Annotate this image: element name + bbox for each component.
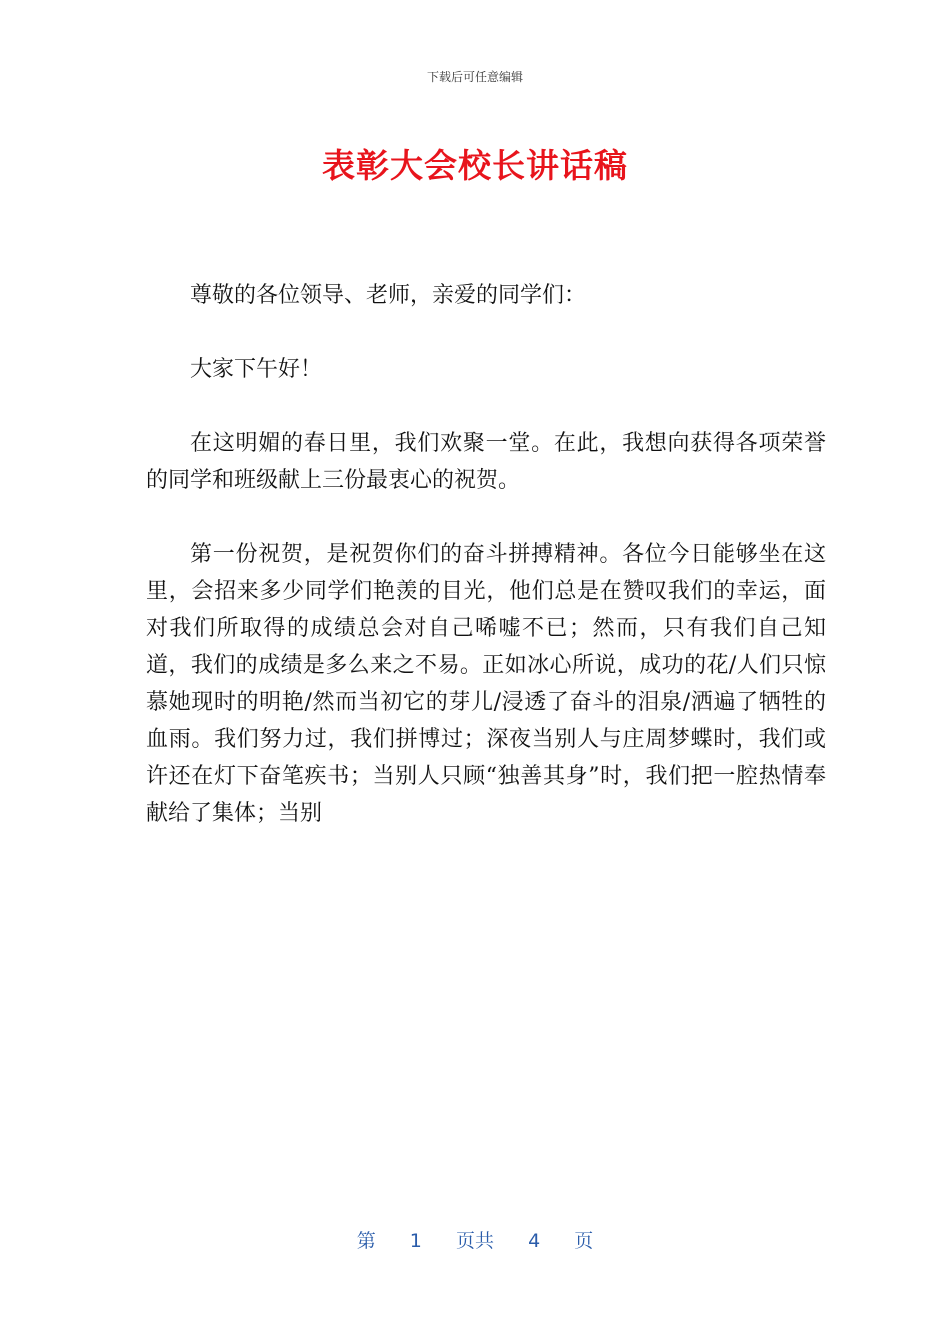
document-body <box>146 277 826 869</box>
footer-suffix: 页 <box>574 1230 594 1252</box>
footer-prefix: 第 <box>356 1230 376 1252</box>
footer-current-page: 1 <box>409 1230 422 1252</box>
paragraph-first-congratulation: 第一份祝贺，是祝贺你们的奋斗拼搏精神。各位今日能够坐在这里，会招来多少同学们艳羡的目光，他们总是在赞叹我们的幸运，面对我们所取得的成绩总会对自己唏嘘不已；然而，只有我们自己知道，我们的成绩是多么来之不易。正如冰心所说，成功的花/人们只惊慕她现时的明艳/然而当初它的芽儿/浸透了奋斗的泪泉/洒遍了牺牲的血雨。我们努力过，我们拼博过；深夜当别人与庄周梦蝶时，我们或许还在灯下奋笔疾书；当别人只顾“独善其身”时，我们把一腔热情奉献给了集体；当别 <box>146 542 826 826</box>
paragraph-greeting: 大家下午好！ <box>190 357 323 382</box>
footer-total-pages: 4 <box>528 1230 541 1252</box>
page-footer <box>0 1226 950 1253</box>
paragraph-salutation: 尊敬的各位领导、老师，亲爱的同学们： <box>190 283 587 308</box>
footer-middle: 页共 <box>455 1230 494 1252</box>
paragraph-opening: 在这明媚的春日里，我们欢聚一堂。在此，我想向获得各项荣誉的同学和班级献上三份最衷心的祝贺。 <box>146 431 826 493</box>
header-note: 下载后可任意编辑 <box>426 70 523 84</box>
document-title: 表彰大会校长讲话稿 <box>322 146 628 185</box>
